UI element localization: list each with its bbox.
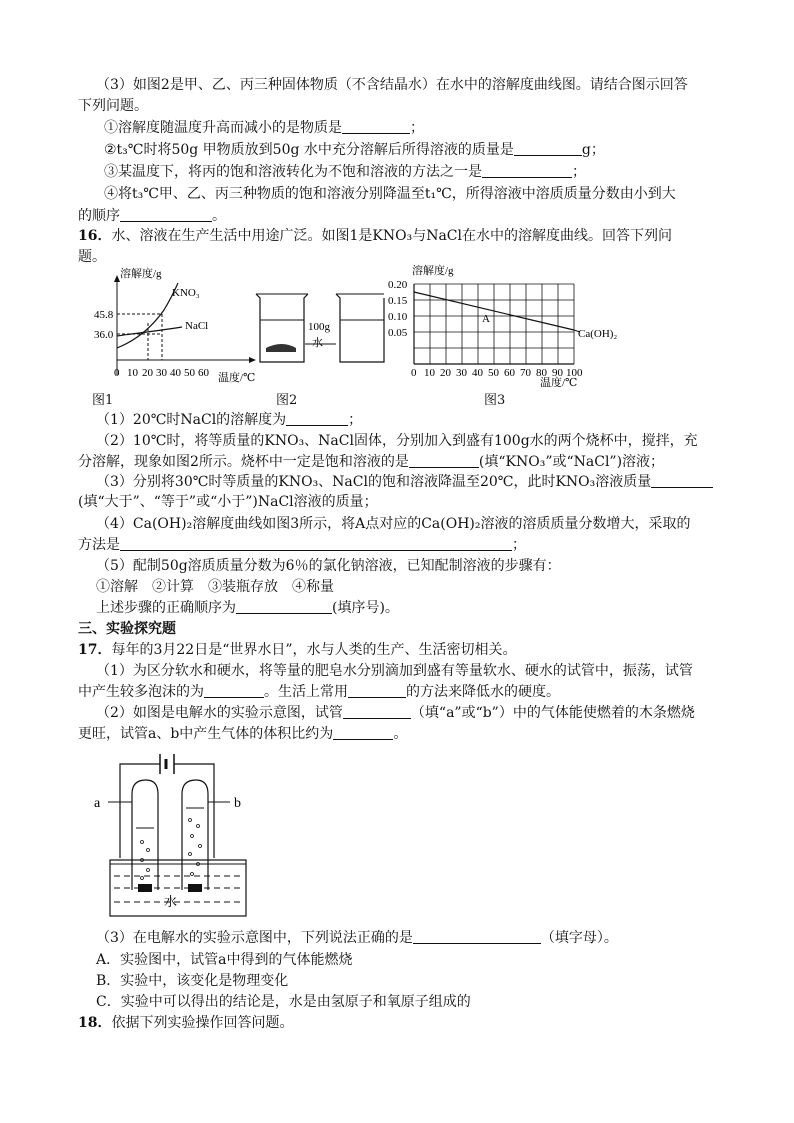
answer-blank[interactable] xyxy=(343,704,411,719)
q16-stem: 16．水、溶液在生产生活中用途广泛。如图1是KNO₃与NaCl在水中的溶解度曲线。回答下列问 xyxy=(78,228,672,244)
q16-steps: ①溶解 ②计算 ③装瓶存放 ④称量 xyxy=(96,579,334,595)
answer-blank[interactable] xyxy=(342,119,410,134)
q15-3-item4: ④将t₃℃甲、乙、丙三种物质的饱和溶液分别降温至t₁℃，所得溶液中溶质质量分数由小到大 xyxy=(104,186,676,202)
kno3-label: KNO₃ xyxy=(172,287,200,299)
answer-blank[interactable] xyxy=(120,207,212,222)
q16-stem-cont: 题。 xyxy=(78,249,106,265)
svg-text:50: 50 xyxy=(184,367,195,379)
svg-text:0.15: 0.15 xyxy=(388,295,408,307)
q17-part1-cont: 中产生较多泡沫的为 。生活上常用 的方法来降低水的硬度。 xyxy=(78,684,560,700)
tube-b-label: b xyxy=(234,796,241,811)
q15-3-item1: ①溶解度随温度升高而减小的是物质是 ； xyxy=(104,120,424,136)
answer-blank[interactable] xyxy=(348,683,406,698)
section-title: 三、实验探究题 xyxy=(78,621,176,637)
q16-part2-cont: 分溶解，现象如图2所示。烧杯中一定是饱和溶液的是 (填“KNO₃”或“NaCl”)溶液； xyxy=(78,454,665,470)
answer-blank[interactable] xyxy=(651,473,713,488)
q17-part3: （3）在电解水的实验示意图中，下列说法正确的是 （填字母）。 xyxy=(96,930,618,946)
svg-text:40: 40 xyxy=(170,367,181,379)
fig3-xlabel: 温度/℃ xyxy=(540,377,578,387)
answer-blank[interactable] xyxy=(413,929,541,944)
q16-part5: （5）配制50g溶质质量分数为6％的氯化钠溶液，已知配制溶液的步骤有： xyxy=(96,558,561,574)
q15-3-item2: ②t₃℃时将50g 甲物质放到50g 水中充分溶解后所得溶液的质量是 g； xyxy=(104,142,605,158)
svg-text:30: 30 xyxy=(456,367,467,379)
q17-option-b[interactable]: B．实验中，该变化是物理变化 xyxy=(96,973,289,989)
svg-text:0: 0 xyxy=(411,367,417,379)
nacl-curve xyxy=(117,327,182,336)
svg-text:30: 30 xyxy=(156,367,167,379)
q16-part5-order: 上述步骤的正确顺序为 (填序号)。 xyxy=(96,600,399,616)
svg-text:100: 100 xyxy=(566,367,583,379)
fig2-water-mass: 100g xyxy=(308,321,330,333)
fig1-caption: 图1 xyxy=(92,393,114,408)
fig1-ytick: 45.8 xyxy=(94,309,114,321)
fig1-ytick: 36.0 xyxy=(94,329,114,341)
svg-text:90: 90 xyxy=(552,367,563,379)
answer-blank[interactable] xyxy=(120,536,512,551)
fig3-series-label: Ca(OH)₂ xyxy=(578,328,618,340)
fig1-xticks xyxy=(114,367,210,379)
fig3-ylabel: 溶解度/g xyxy=(412,265,454,277)
fig3-yticks xyxy=(388,279,408,339)
fig3-caoh2-chart xyxy=(380,262,630,387)
nacl-label: NaCl xyxy=(185,320,209,332)
fig1-xlabel: 温度/℃ xyxy=(218,372,256,384)
water-label: 水 xyxy=(164,894,178,909)
tube-b xyxy=(182,780,208,890)
q15-3-intro: （3）如图2是甲、乙、丙三种固体物质（不含结晶水）在水中的溶解度曲线图。请结合图示回答 xyxy=(96,77,688,93)
q16-part3-cont: (填“大于”、“等于”或“小于”)NaCl溶液的质量； xyxy=(78,494,378,510)
q15-3-intro-cont: 下列问题。 xyxy=(78,98,148,114)
svg-text:70: 70 xyxy=(520,367,531,379)
fig2-beakers xyxy=(250,288,385,373)
svg-text:60: 60 xyxy=(198,367,209,379)
tube-a-label: a xyxy=(94,796,101,811)
answer-blank[interactable] xyxy=(409,453,479,468)
answer-blank[interactable] xyxy=(333,725,393,740)
fig3-caption: 图3 xyxy=(484,393,506,408)
q16-part1: （1）20℃时NaCl的溶解度为 ； xyxy=(96,412,363,428)
svg-text:10: 10 xyxy=(424,367,435,379)
svg-text:0: 0 xyxy=(114,367,120,379)
svg-text:10: 10 xyxy=(127,367,138,379)
q16-part2: （2）10℃时，将等质量的KNO₃、NaCl固体，分别加入到盛有100g水的两个烧杯中，搅拌，充 xyxy=(96,433,698,449)
fig1-ylabel: 溶解度/g xyxy=(120,268,162,280)
point-a-label: A xyxy=(482,313,490,325)
svg-text:80: 80 xyxy=(536,367,547,379)
q17-part2: （2）如图是电解水的实验示意图，试管 （填“a”或“b”）中的气体能使燃着的木条燃烧 xyxy=(96,705,695,721)
answer-blank[interactable] xyxy=(236,599,332,614)
q16-part3: （3）分别将30℃时等质量的KNO₃、NaCl的饱和溶液降温至20℃，此时KNO₃溶液质量 xyxy=(96,472,713,492)
svg-text:60: 60 xyxy=(504,367,515,379)
q18-stem: 18．依据下列实验操作回答问题。 xyxy=(78,1015,294,1031)
q15-3-item4-cont: 的顺序 。 xyxy=(78,208,226,224)
q17-stem: 17．每年的3月22日是“世界水日”，水与人类的生产、生活密切相关。 xyxy=(78,642,517,658)
svg-text:0.10: 0.10 xyxy=(388,311,408,323)
q17-part2-cont: 更旺，试管a、b中产生气体的体积比约为 。 xyxy=(78,726,408,742)
svg-text:0.20: 0.20 xyxy=(388,279,408,291)
svg-text:0.05: 0.05 xyxy=(388,327,408,339)
electrolysis-diagram xyxy=(90,750,280,920)
svg-text:20: 20 xyxy=(440,367,451,379)
q17-option-c[interactable]: C．实验中可以得出的结论是，水是由氢原子和氧原子组成的 xyxy=(96,994,471,1010)
fig1-solubility-chart xyxy=(92,265,262,390)
svg-text:40: 40 xyxy=(472,367,483,379)
q16-part4-cont: 方法是 ； xyxy=(78,537,526,553)
answer-blank[interactable] xyxy=(514,141,582,156)
q16-part4: （4）Ca(OH)₂溶解度曲线如图3所示，将A点对应的Ca(OH)₂溶液的溶质质量分数增大，采取的 xyxy=(96,516,691,532)
fig2-water-label: 水 xyxy=(312,337,323,349)
fig2-caption: 图2 xyxy=(276,393,298,408)
svg-text:50: 50 xyxy=(488,367,499,379)
answer-blank[interactable] xyxy=(286,411,348,426)
q17-option-a[interactable]: A．实验图中，试管a中得到的气体能燃烧 xyxy=(96,952,353,968)
svg-text:20: 20 xyxy=(142,367,153,379)
answer-blank[interactable] xyxy=(482,163,572,178)
tube-a xyxy=(132,780,158,890)
q17-part1: （1）为区分软水和硬水，将等量的肥皂水分别滴加到盛有等量软水、硬水的试管中，振荡，试管 xyxy=(96,663,693,679)
q15-3-item3: ③某温度下，将丙的饱和溶液转化为不饱和溶液的方法之一是 ； xyxy=(104,164,586,180)
answer-blank[interactable] xyxy=(204,683,264,698)
undissolved-solid xyxy=(266,344,296,352)
